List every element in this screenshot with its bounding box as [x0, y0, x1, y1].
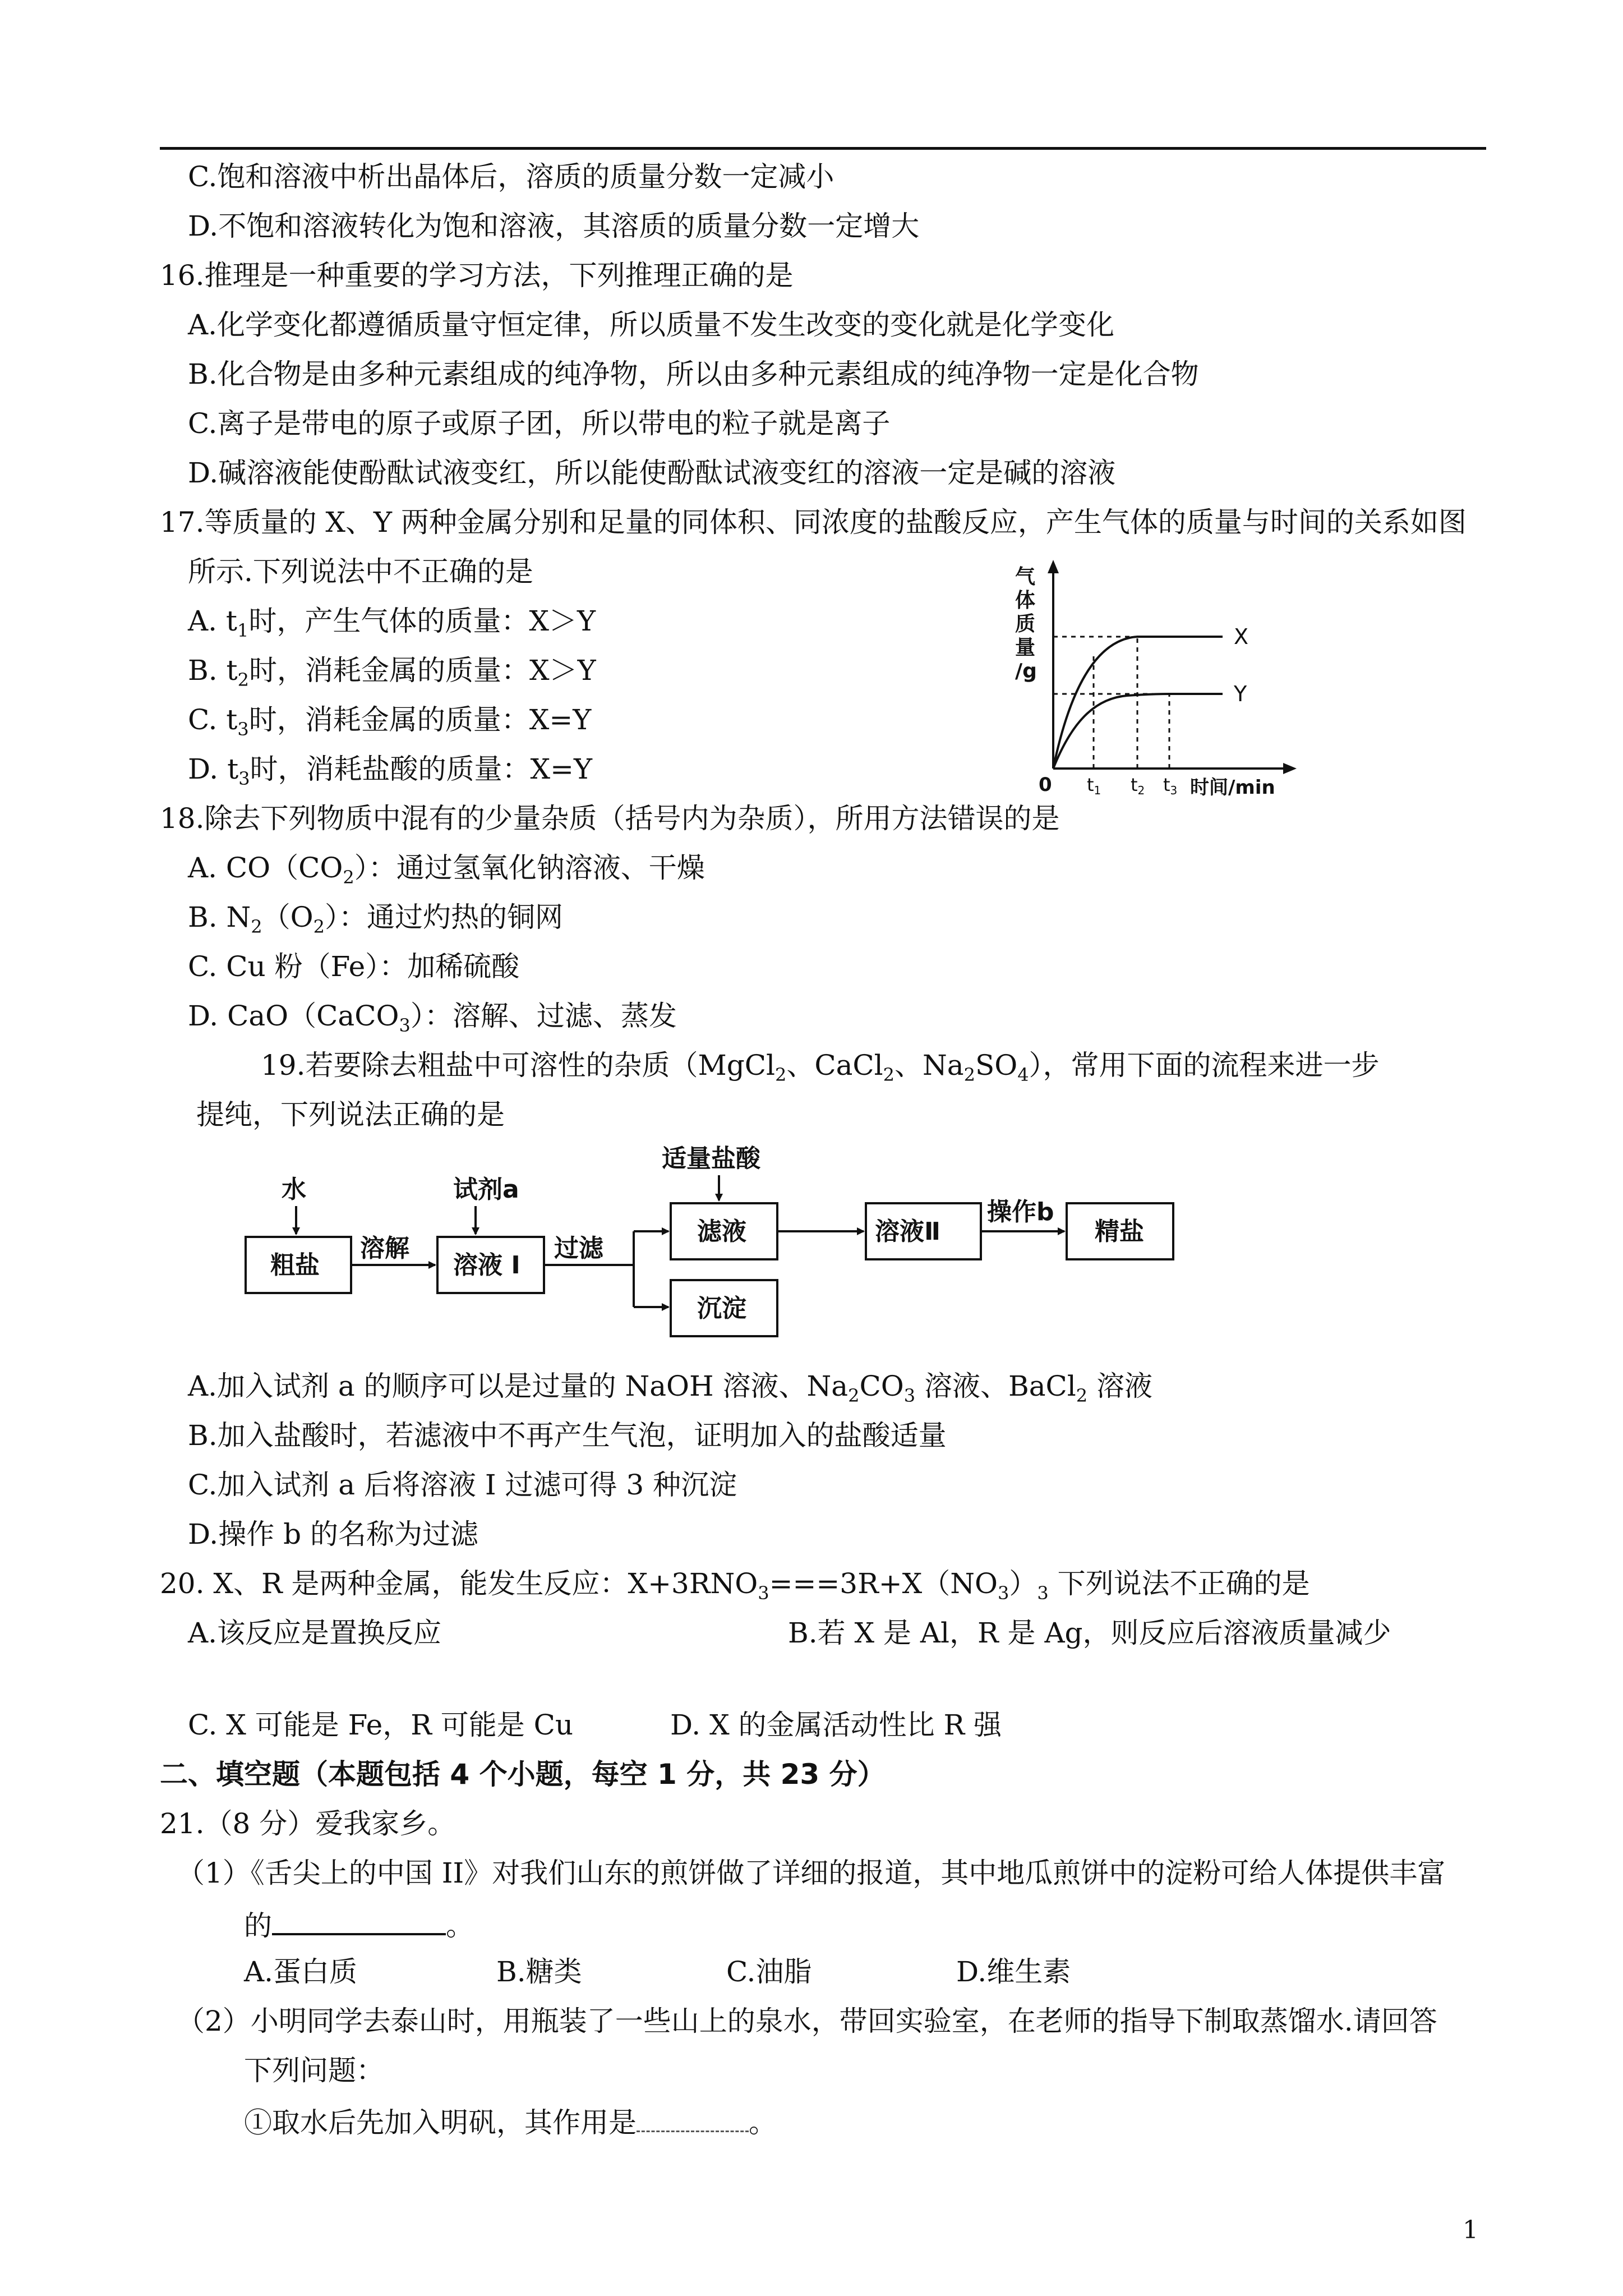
- q19-flow-diagram: [236, 1144, 1189, 1358]
- q18-option-d: D. CaO（CaCO$_3$）：溶解、过滤、蒸发: [188, 1000, 677, 1036]
- q21-part1-line2: 的 。: [244, 1910, 474, 1942]
- q16-stem: 16.推理是一种重要的学习方法，下列推理正确的是: [160, 259, 794, 292]
- t3-label: t3: [1163, 774, 1178, 797]
- ylabel-char-3: 质: [1015, 613, 1036, 636]
- q18-option-c: C. Cu 粉（Fe）：加稀硫酸: [188, 950, 520, 983]
- q21-part2-q1: ①取水后先加入明矾，其作用是 。: [244, 2106, 777, 2139]
- flow-crude-salt-label: 粗盐: [270, 1251, 320, 1280]
- q21-stem: 21.（8 分）爱我家乡。: [160, 1807, 456, 1840]
- y-axis-arrow: [1048, 560, 1059, 573]
- q16-option-d: D.碱溶液能使酚酞试液变红，所以能使酚酞试液变红的溶液一定是碱的溶液: [188, 457, 1116, 489]
- q21-part1-option-a: A.蛋白质: [244, 1955, 358, 1988]
- y-axis-label: [1015, 565, 1037, 683]
- t2-label: t2: [1131, 774, 1145, 797]
- q20-option-d: D. X 的金属活动性比 R 强: [670, 1709, 1002, 1741]
- x-axis-label: 时间/min: [1190, 776, 1275, 799]
- flow-solution2-label: 溶液Ⅱ: [875, 1217, 940, 1246]
- q15-option-c: C.饱和溶液中析出晶体后，溶质的质量分数一定减小: [188, 160, 834, 193]
- q21-part2-line1: （2）小明同学去泰山时，用瓶装了一些山上的泉水，带回实验室，在老师的指导下制取蒸馏水.请回答: [177, 2005, 1437, 2037]
- section-2-title: 二、填空题（本题包括 4 个小题，每空 1 分，共 23 分）: [160, 1758, 886, 1791]
- q17-stem-cont: 所示.下列说法中不正确的是: [188, 555, 533, 588]
- q16-option-b: B.化合物是由多种元素组成的纯净物，所以由多种元素组成的纯净物一定是化合物: [188, 358, 1199, 390]
- line-label-y: Y: [1234, 682, 1247, 706]
- q21-part1-option-d: D.维生素: [956, 1955, 1071, 1988]
- flow-dissolve-label: 溶解: [360, 1234, 409, 1263]
- q20-option-a: A.该反应是置换反应: [188, 1617, 442, 1649]
- q18-option-a: A. $CO(CO_2)$：通过氢氧化钠溶液、干燥: [188, 852, 705, 888]
- t1-label: t1: [1087, 774, 1101, 797]
- q21-part2-line2: 下列问题：: [244, 2054, 384, 2087]
- page-number: 1: [1463, 2216, 1478, 2244]
- q17-option-c: C. $t_3$时，消耗金属的质量：X=Y: [188, 703, 592, 740]
- q17-option-d: D. $t_3$时，消耗盐酸的质量：X=Y: [188, 753, 593, 789]
- q21-part1-line1: （1）《舌尖上的中国 II》对我们山东的煎饼做了详细的报道，其中地瓜煎饼中的淀粉可给人体提供丰富: [177, 1857, 1446, 1889]
- q15-option-d: D.不饱和溶液转化为饱和溶液，其溶质的质量分数一定增大: [188, 210, 920, 242]
- q18-stem: 18.除去下列物质中混有的少量杂质（括号内为杂质），所用方法错误的是: [160, 802, 1060, 835]
- q20-stem: 20. X、R 是两种金属，能发生反应：$X+3RNO_3===3R+X(NO_3)_3$ 下列说法不正确的是: [160, 1567, 1310, 1604]
- q19-option-a: A.加入试剂 a 的顺序可以是过量的 NaOH 溶液、$Na_2CO_3$ 溶液、BaCl$_2$ 溶液: [188, 1370, 1153, 1406]
- flow-operation-b-label: 操作b: [987, 1198, 1054, 1226]
- flow-water-label: 水: [282, 1175, 306, 1204]
- flow-filtrate-label: 滤液: [697, 1217, 746, 1246]
- q21-part2-q1-answer-blank[interactable]: [637, 2106, 749, 2132]
- header-rule: [160, 147, 1486, 150]
- flow-fine-salt-label: 精盐: [1095, 1217, 1144, 1246]
- flow-precipitate-label: 沉淀: [697, 1294, 746, 1323]
- ylabel-char-5: /g: [1015, 660, 1037, 683]
- x-axis-arrow: [1283, 763, 1297, 774]
- ylabel-char-2: 体: [1015, 589, 1036, 612]
- flow-solution1-label: 溶液 I: [453, 1251, 520, 1280]
- q17-stem: 17.等质量的 X、Y 两种金属分别和足量的同体积、同浓度的盐酸反应，产生气体的质量与时间的关系如图: [160, 506, 1467, 539]
- q17-gas-mass-graph: [1009, 555, 1312, 802]
- ylabel-char-1: 气: [1015, 565, 1036, 588]
- q19-option-b: B.加入盐酸时，若滤液中不再产生气泡，证明加入的盐酸适量: [188, 1419, 947, 1452]
- q16-option-a: A.化学变化都遵循质量守恒定律，所以质量不发生改变的变化就是化学变化: [188, 309, 1115, 341]
- origin-label: 0: [1039, 774, 1052, 796]
- ylabel-char-4: 量: [1015, 636, 1036, 659]
- q21-part1-option-c: C.油脂: [726, 1955, 812, 1988]
- flow-reagent-a-label: 试剂a: [453, 1175, 519, 1204]
- q18-option-b: B. $N_2(O_2)$：通过灼热的铜网: [188, 901, 563, 937]
- q19-stem-cont: 提纯，下列说法正确的是: [196, 1098, 505, 1131]
- q16-option-c: C.离子是带电的原子或原子团，所以带电的粒子就是离子: [188, 407, 891, 440]
- flow-filter-label: 过滤: [554, 1234, 603, 1263]
- q20-option-b: B.若 X 是 Al，R 是 Ag，则反应后溶液质量减少: [788, 1617, 1391, 1649]
- q17-option-b: B. $t_2$时，消耗金属的质量：X＞Y: [188, 654, 596, 691]
- q21-part1-answer-blank[interactable]: [272, 1908, 446, 1935]
- q20-option-c: C. X 可能是 Fe，R 可能是 Cu: [188, 1709, 574, 1741]
- flow-hcl-label: 适量盐酸: [662, 1144, 760, 1173]
- line-label-x: X: [1234, 624, 1249, 649]
- q21-part1-option-b: B.糖类: [496, 1955, 582, 1988]
- q19-option-c: C.加入试剂 a 后将溶液 I 过滤可得 3 种沉淀: [188, 1469, 737, 1501]
- q19-option-d: D.操作 b 的名称为过滤: [188, 1518, 478, 1550]
- q17-option-a: A. $t_1$时，产生气体的质量：X＞Y: [188, 605, 596, 641]
- q19-stem: 19.若要除去粗盐中可溶性的杂质（MgCl$_2$、CaCl$_2$、$Na_2SO_4$），常用下面的流程来进一步: [261, 1049, 1380, 1085]
